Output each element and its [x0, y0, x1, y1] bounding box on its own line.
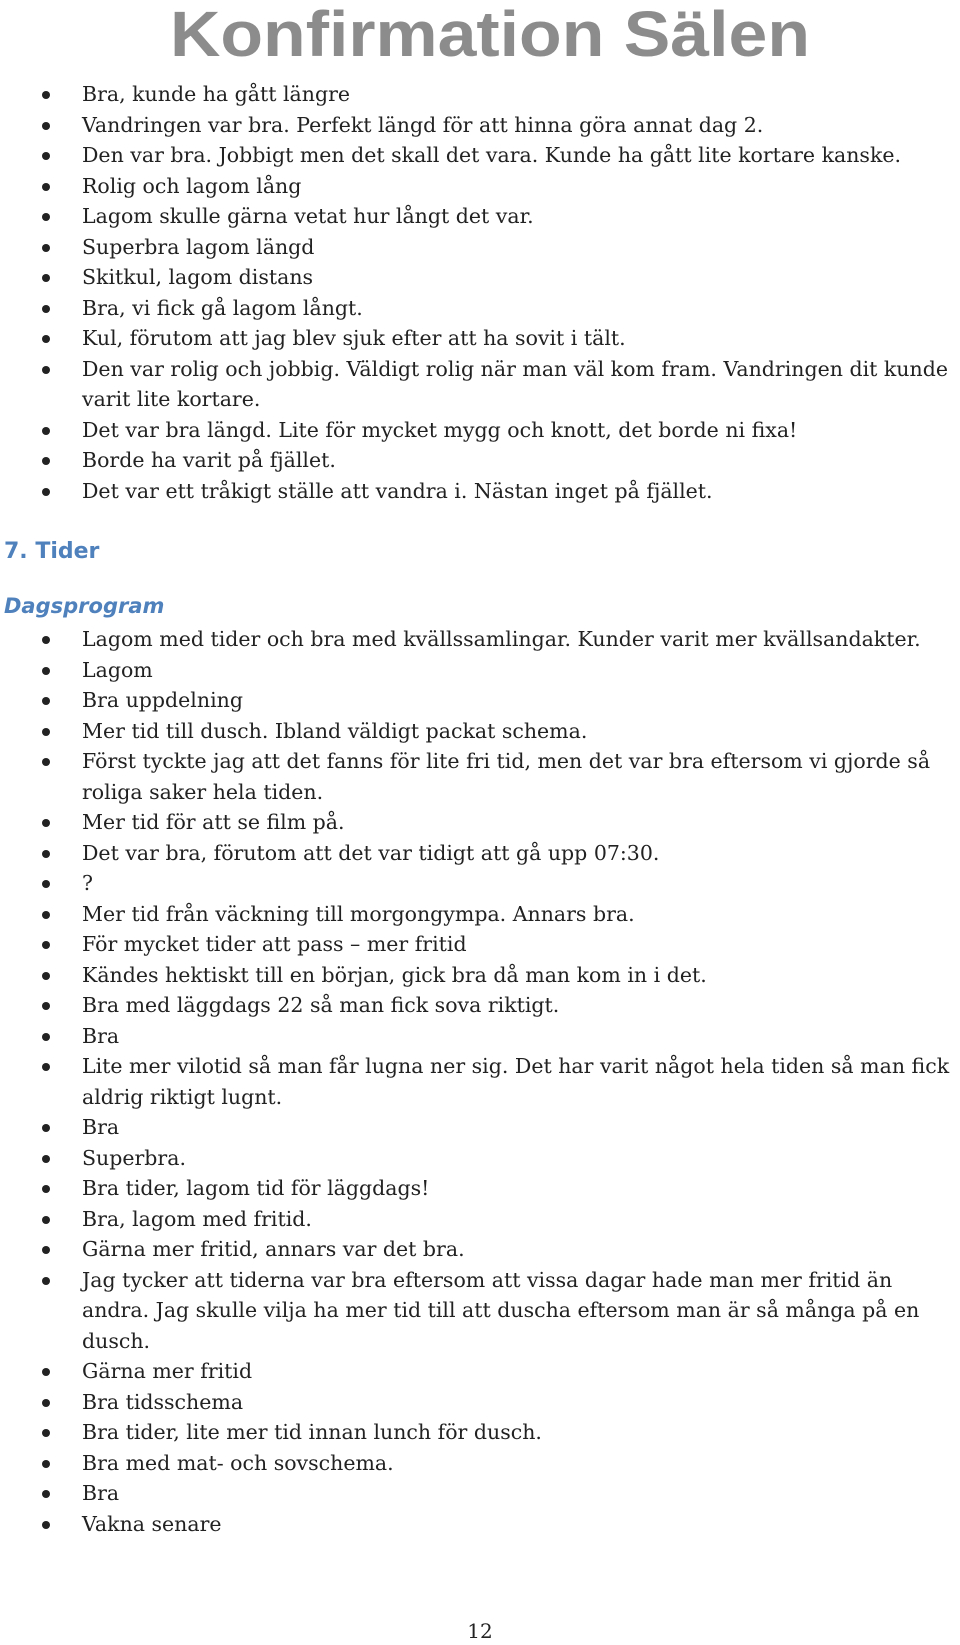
list-item: Bra uppdelning — [0, 685, 955, 716]
list-item: Mer tid från väckning till morgongympa. Annars bra. — [0, 899, 955, 930]
logo-text: Konfirmation Sälen — [170, 0, 810, 70]
list-item: Bra, kunde ha gått längre — [0, 79, 955, 110]
list-item: Bra tider, lite mer tid innan lunch för dusch. — [0, 1417, 955, 1448]
list-item: Superbra. — [0, 1143, 955, 1174]
list-item: Bra, lagom med fritid. — [0, 1204, 955, 1235]
list-item: Borde ha varit på fjället. — [0, 445, 955, 476]
list-item: Den var bra. Jobbigt men det skall det vara. Kunde ha gått lite kortare kanske. — [0, 140, 955, 171]
list-item: Bra med läggdags 22 så man fick sova riktigt. — [0, 990, 955, 1021]
list-item: Rolig och lagom lång — [0, 171, 955, 202]
list-item: Det var bra, förutom att det var tidigt att gå upp 07:30. — [0, 838, 955, 869]
list-item: Bra — [0, 1478, 955, 1509]
list-item: Vandringen var bra. Perfekt längd för att hinna göra annat dag 2. — [0, 110, 955, 141]
list-item: Gärna mer fritid, annars var det bra. — [0, 1234, 955, 1265]
list-item: Superbra lagom längd — [0, 232, 955, 263]
list-item: Mer tid för att se film på. — [0, 807, 955, 838]
list-item: Det var ett tråkigt ställe att vandra i. Nästan inget på fjället. — [0, 476, 955, 507]
list-item: Vakna senare — [0, 1509, 955, 1540]
list-item: Lagom skulle gärna vetat hur långt det var. — [0, 201, 955, 232]
walk-feedback-list — [0, 79, 955, 506]
list-item: Det var bra längd. Lite för mycket mygg och knott, det borde ni fixa! — [0, 415, 955, 446]
list-item: Kul, förutom att jag blev sjuk efter att ha sovit i tält. — [0, 323, 955, 354]
times-feedback-list — [0, 624, 955, 1539]
list-item: Lagom — [0, 655, 955, 686]
subsection-heading: Dagsprogram — [4, 594, 165, 618]
list-item: För mycket tider att pass – mer fritid — [0, 929, 955, 960]
list-item: Lite mer vilotid så man får lugna ner sig. Det har varit något hela tiden så man fick aldrig riktigt lugnt. — [0, 1051, 955, 1112]
list-item: Bra, vi fick gå lagom långt. — [0, 293, 955, 324]
list-item: ? — [0, 868, 955, 899]
list-item: Kändes hektiskt till en början, gick bra då man kom in i det. — [0, 960, 955, 991]
list-item: Jag tycker att tiderna var bra eftersom att vissa dagar hade man mer fritid än andra. Jag skulle vilja ha mer tid till att duscha eftersom man är så många på en dusch. — [0, 1265, 955, 1357]
section-heading: 7. Tider — [4, 539, 100, 564]
list-item: Bra tider, lagom tid för läggdags! — [0, 1173, 955, 1204]
list-item: Gärna mer fritid — [0, 1356, 955, 1387]
konfirmation-salen-logo — [155, 0, 825, 72]
page-number: 12 — [467, 1619, 493, 1643]
list-item: Bra tidsschema — [0, 1387, 955, 1418]
list-item: Mer tid till dusch. Ibland väldigt packat schema. — [0, 716, 955, 747]
list-item: Bra med mat- och sovschema. — [0, 1448, 955, 1479]
list-item: Bra — [0, 1112, 955, 1143]
list-item: Den var rolig och jobbig. Väldigt rolig när man väl kom fram. Vandringen dit kunde varit lite kortare. — [0, 354, 955, 415]
list-item: Bra — [0, 1021, 955, 1052]
list-item: Först tyckte jag att det fanns för lite fri tid, men det var bra eftersom vi gjorde så roliga saker hela tiden. — [0, 746, 955, 807]
list-item: Skitkul, lagom distans — [0, 262, 955, 293]
list-item: Lagom med tider och bra med kvällssamlingar. Kunder varit mer kvällsandakter. — [0, 624, 955, 655]
